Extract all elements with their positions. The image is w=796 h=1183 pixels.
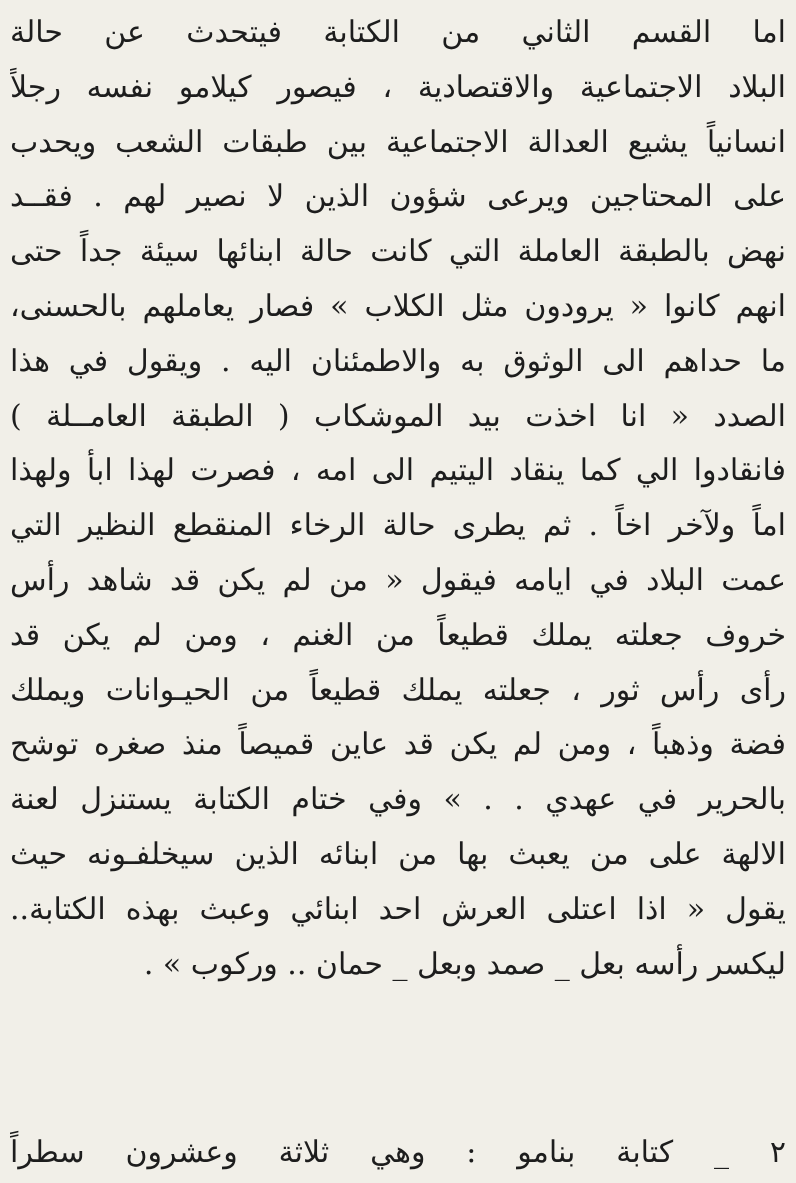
text-line: اما القسم الثاني من الكتابة فيتحدث عن حالة [10, 15, 786, 50]
text-line: فانقادوا الي كما ينقاد اليتيم الى امه ، فصرت لهذا ابأ ولهذا [10, 453, 786, 489]
body-text [10, 6, 786, 992]
text-line: الصدد « انا اخذت بيد الموشكاب ( الطبقة العامــلة ) [10, 398, 786, 434]
text-line: بالحرير في عهدي . . » وفي ختام الكتابة يستنزل لعنة [10, 782, 786, 818]
text-line: على المحتاجين ويرعى شؤون الذين لا نصير لهم . فقــد [10, 179, 786, 215]
text-line: اماً ولآخر اخاً . ثم يطرى حالة الرخاء المنقطع النظير التي [10, 508, 786, 544]
text-line: خروف جعلته يملك قطيعاً من الغنم ، ومن لم يكن قد [10, 617, 786, 653]
text-line: رأى رأس ثور ، جعلته يملك قطيعاً من الحيـوانات ويملك [10, 672, 786, 708]
footnote: ٢ _ كتابة بنامو : وهي ثلاثة وعشرون سطراً [10, 1135, 786, 1170]
text-line: انسانياً يشيع العدالة الاجتماعية بين طبقات الشعب ويحدب [10, 124, 786, 160]
text-line: الالهة على من يعبث بها من ابنائه الذين سيخلفـونه حيث [10, 836, 786, 872]
text-line: عمت البلاد في ايامه فيقول « من لم يكن قد شاهد رأس [10, 562, 786, 598]
text-line: انهم كانوا « يرودون مثل الكلاب » فصار يعاملهم بالحسنى، [10, 288, 786, 324]
text-line: فضة وذهباً ، ومن لم يكن قد عاين قميصاً منذ صغره توشح [10, 727, 786, 763]
text-line: ما حداهم الى الوثوق به والاطمئنان اليه . ويقول في هذا [10, 343, 786, 379]
text-line: يقول « اذا اعتلى العرش احد ابنائي وعبث بهذه الكتابة.. [10, 891, 786, 927]
text-line: ليكسر رأسه بعل _ صمد وبعل _ حمان .. وركوب » . [143, 946, 786, 982]
text-line: نهض بالطبقة العاملة التي كانت حالة ابنائها سيئة جداً حتى [10, 234, 786, 270]
text-line: البلاد الاجتماعية والاقتصادية ، فيصور كيلامو نفسه رجلاً [10, 69, 786, 105]
